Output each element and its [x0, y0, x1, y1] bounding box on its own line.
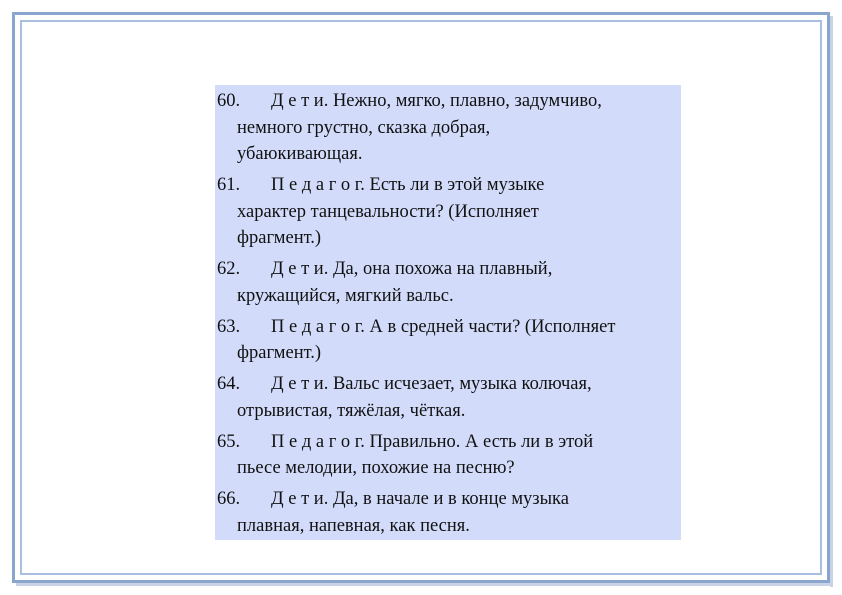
item-number: 61.	[217, 175, 241, 195]
frame-shadow	[16, 583, 833, 586]
dialogue-item	[217, 314, 681, 367]
item-line: пьесе мелодии, похожие на песню?	[237, 458, 515, 478]
item-line: П е д а г о г. Есть ли в этой музыке	[271, 175, 545, 195]
item-number: 62.	[217, 259, 241, 279]
item-line: кружащийся, мягкий вальс.	[237, 285, 454, 306]
dialogue-item	[217, 371, 681, 424]
item-line: плавная, напевная, как песня.	[237, 515, 470, 536]
item-number: 65.	[217, 431, 241, 452]
dialogue-item	[217, 486, 681, 539]
item-line: характер танцевальности? (Исполняет	[237, 201, 539, 222]
item-number: 60.	[217, 91, 241, 111]
dialogue-item	[217, 429, 681, 482]
item-line: Д е т и. Вальс исчезает, музыка колючая,	[271, 374, 592, 394]
dialogue-text-box	[215, 85, 681, 540]
item-line: Д е т и. Нежно, мягко, плавно, задумчиво,	[271, 91, 602, 111]
item-line: фрагмент.)	[237, 343, 322, 363]
item-line: П е д а г о г. А в средней части? (Исполняет	[271, 316, 616, 337]
item-line: убаюкивающая.	[237, 144, 363, 164]
item-number: 64.	[217, 374, 241, 394]
dialogue-item	[217, 88, 681, 168]
item-number: 66.	[217, 489, 241, 509]
item-line: Д е т и. Да, в начале и в конце музыка	[271, 489, 569, 509]
frame-shadow	[830, 16, 833, 587]
item-line: отрывистая, тяжёлая, чёткая.	[237, 400, 466, 421]
dialogue-item	[217, 172, 681, 252]
dialogue-item	[217, 256, 681, 309]
item-number: 63.	[217, 316, 241, 337]
item-line: фрагмент.)	[237, 228, 322, 248]
item-line: Д е т и. Да, она похожа на плавный,	[271, 259, 553, 279]
item-line: П е д а г о г. Правильно. А есть ли в этой	[271, 431, 594, 452]
item-line: немного грустно, сказка добрая,	[237, 117, 491, 138]
